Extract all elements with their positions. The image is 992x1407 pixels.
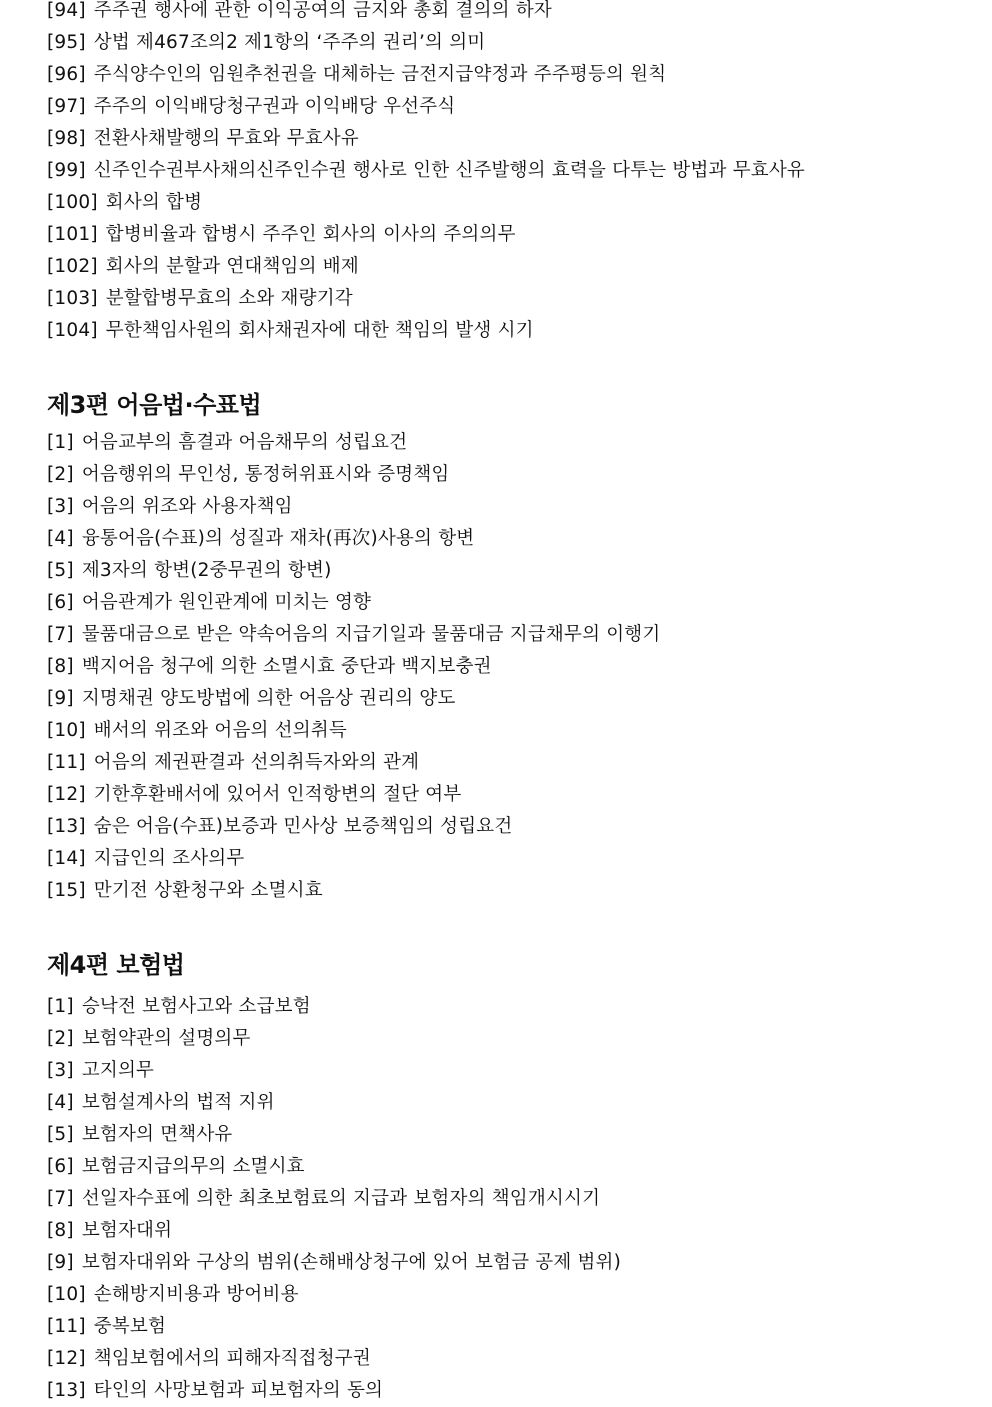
item-title: 손해방지비용과 방어비용 [93, 1284, 299, 1305]
item-number: [13] [47, 816, 86, 837]
insurance-list-item [47, 1055, 967, 1087]
item-title: 어음의 제권판결과 선의취득자와의 관계 [93, 752, 420, 773]
item-number: [10] [47, 720, 86, 741]
item-title: 회사의 분할과 연대책임의 배제 [105, 256, 359, 277]
item-number: [100] [47, 192, 98, 213]
bills-checks-item-list [47, 427, 967, 907]
item-number: [13] [47, 1380, 86, 1401]
item-title: 기한후환배서에 있어서 인적항변의 절단 여부 [93, 784, 462, 805]
bills-checks-list-item [47, 843, 967, 875]
item-title: 만기전 상환청구와 소멸시효 [93, 880, 323, 901]
insurance-list-item [47, 1023, 967, 1055]
item-number: [95] [47, 32, 86, 53]
company-law-list-item [47, 187, 967, 219]
bills-checks-list-item [47, 875, 967, 907]
item-title: 무한책임사원의 회사채권자에 대한 책임의 발생 시기 [105, 320, 534, 341]
insurance-list-item [47, 1343, 967, 1375]
insurance-list-item [47, 1247, 967, 1279]
item-number: [5] [47, 560, 74, 581]
bills-checks-list-item [47, 683, 967, 715]
item-title: 지급인의 조사의무 [93, 848, 245, 869]
insurance-list-item [47, 1311, 967, 1343]
item-title: 타인의 사망보험과 피보험자의 동의 [93, 1380, 384, 1401]
company-law-list-item [47, 123, 967, 155]
item-number: [11] [47, 752, 86, 773]
item-title: 배서의 위조와 어음의 선의취득 [93, 720, 347, 741]
insurance-list-item [47, 991, 967, 1023]
bills-checks-list-item [47, 715, 967, 747]
insurance-list-item [47, 1151, 967, 1183]
bills-checks-list-item [47, 491, 967, 523]
item-number: [15] [47, 880, 86, 901]
item-number: [8] [47, 656, 74, 677]
item-number: [9] [47, 688, 74, 709]
item-title: 승낙전 보험사고와 소급보험 [81, 996, 311, 1017]
item-title: 융통어음(수표)의 성질과 재차(再次)사용의 항변 [81, 528, 475, 549]
company-law-item-list [47, 0, 967, 347]
bills-checks-list-item [47, 555, 967, 587]
item-title: 중복보험 [93, 1316, 167, 1337]
company-law-list-item [47, 59, 967, 91]
item-title: 보험자대위와 구상의 범위(손해배상청구에 있어 보험금 공제 범위) [81, 1252, 622, 1273]
insurance-list-item [47, 1375, 967, 1407]
insurance-list-item [47, 1087, 967, 1119]
item-number: [7] [47, 1188, 74, 1209]
company-law-list-item [47, 251, 967, 283]
bills-checks-list-item [47, 523, 967, 555]
insurance-list-item [47, 1183, 967, 1215]
item-title: 신주인수권부사채의신주인수권 행사로 인한 신주발행의 효력을 다투는 방법과 무효사유 [93, 160, 805, 181]
item-number: [2] [47, 464, 74, 485]
item-title: 지명채권 양도방법에 의한 어음상 권리의 양도 [81, 688, 456, 709]
item-title: 보험자의 면책사유 [81, 1124, 233, 1145]
item-number: [1] [47, 432, 74, 453]
item-number: [94] [47, 0, 86, 21]
item-title: 주주의 이익배당청구권과 이익배당 우선주식 [93, 96, 456, 117]
item-title: 분할합병무효의 소와 재량기각 [105, 288, 353, 309]
company-law-list-item [47, 219, 967, 251]
company-law-list-item [47, 283, 967, 315]
item-number: [5] [47, 1124, 74, 1145]
item-number: [6] [47, 1156, 74, 1177]
item-number: [3] [47, 496, 74, 517]
bills-checks-list-item [47, 779, 967, 811]
item-title: 제3자의 항변(2중무권의 항변) [81, 560, 332, 581]
item-title: 전환사채발행의 무효와 무효사유 [93, 128, 359, 149]
bills-checks-list-item [47, 811, 967, 843]
item-title: 보험설계사의 법적 지위 [81, 1092, 275, 1113]
item-number: [1] [47, 996, 74, 1017]
item-number: [6] [47, 592, 74, 613]
company-law-list-item [47, 27, 967, 59]
item-number: [104] [47, 320, 98, 341]
item-title: 숨은 어음(수표)보증과 민사상 보증책임의 성립요건 [93, 816, 513, 837]
insurance-list-item [47, 1119, 967, 1151]
item-title: 주식양수인의 임원추천권을 대체하는 금전지급약정과 주주평등의 원칙 [93, 64, 667, 85]
item-number: [12] [47, 784, 86, 805]
item-number: [4] [47, 1092, 74, 1113]
item-title: 백지어음 청구에 의한 소멸시효 중단과 백지보충권 [81, 656, 492, 677]
item-title: 보험약관의 설명의무 [81, 1028, 251, 1049]
item-title: 어음행위의 무인성, 통정허위표시와 증명책임 [81, 464, 450, 485]
table-of-contents-page [47, 0, 967, 1407]
bills-checks-list-item [47, 619, 967, 651]
item-title: 어음교부의 흠결과 어음채무의 성립요건 [81, 432, 408, 453]
bills-checks-list-item [47, 747, 967, 779]
item-title: 주주권 행사에 관한 이익공여의 금지와 총회 결의의 하자 [93, 0, 552, 21]
item-number: [11] [47, 1316, 86, 1337]
bills-checks-list-item [47, 651, 967, 683]
company-law-list-item [47, 91, 967, 123]
item-number: [9] [47, 1252, 74, 1273]
item-number: [101] [47, 224, 98, 245]
item-title: 고지의무 [81, 1060, 155, 1081]
item-title: 합병비율과 합병시 주주인 회사의 이사의 주의의무 [105, 224, 516, 245]
item-number: [8] [47, 1220, 74, 1241]
insurance-section-title: 제4편 보험법 [47, 951, 185, 979]
item-number: [7] [47, 624, 74, 645]
item-number: [12] [47, 1348, 86, 1369]
item-number: [3] [47, 1060, 74, 1081]
company-law-list-item [47, 0, 967, 27]
item-title: 보험자대위 [81, 1220, 173, 1241]
item-title: 선일자수표에 의한 최초보험료의 지급과 보험자의 책임개시시기 [81, 1188, 601, 1209]
item-number: [98] [47, 128, 86, 149]
item-number: [4] [47, 528, 74, 549]
item-title: 회사의 합병 [105, 192, 203, 213]
item-title: 상법 제467조의2 제1항의 ‘주주의 권리’의 의미 [93, 32, 486, 53]
bills-checks-section-title: 제3편 어음법·수표법 [47, 391, 262, 419]
insurance-list-item [47, 1279, 967, 1311]
item-number: [2] [47, 1028, 74, 1049]
item-title: 어음의 위조와 사용자책임 [81, 496, 293, 517]
item-number: [103] [47, 288, 98, 309]
insurance-item-list [47, 991, 967, 1407]
item-number: [99] [47, 160, 86, 181]
company-law-list-item [47, 155, 967, 187]
bills-checks-list-item [47, 427, 967, 459]
insurance-list-item [47, 1215, 967, 1247]
item-title: 어음관계가 원인관계에 미치는 영향 [81, 592, 372, 613]
item-title: 책임보험에서의 피해자직접청구권 [93, 1348, 371, 1369]
item-number: [10] [47, 1284, 86, 1305]
item-number: [14] [47, 848, 86, 869]
item-number: [96] [47, 64, 86, 85]
company-law-list-item [47, 315, 967, 347]
item-title: 물품대금으로 받은 약속어음의 지급기일과 물품대금 지급채무의 이행기 [81, 624, 661, 645]
item-number: [97] [47, 96, 86, 117]
bills-checks-list-item [47, 459, 967, 491]
bills-checks-list-item [47, 587, 967, 619]
item-title: 보험금지급의무의 소멸시효 [81, 1156, 305, 1177]
item-number: [102] [47, 256, 98, 277]
